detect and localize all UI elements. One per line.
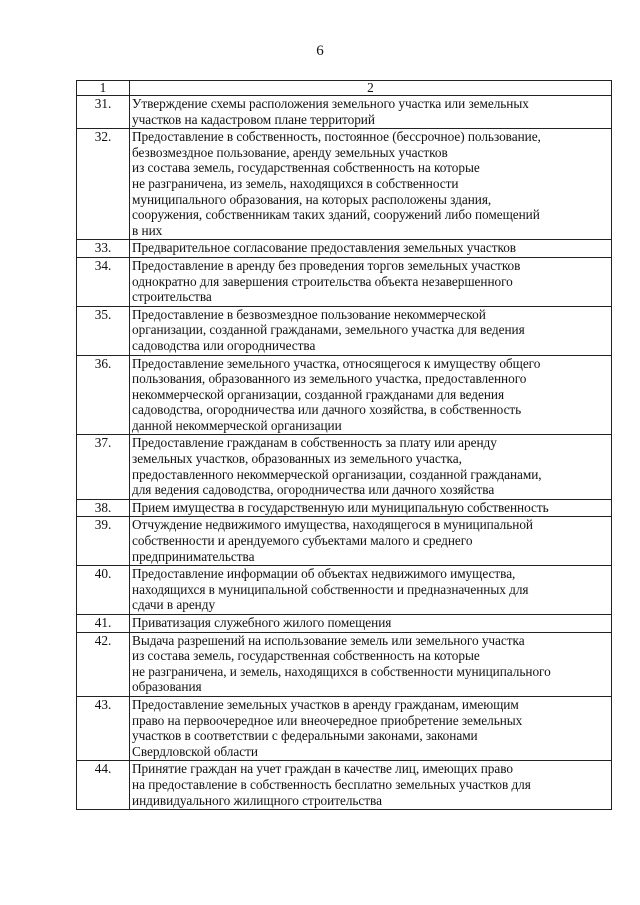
page-number: 6 (316, 43, 324, 59)
table-row (77, 257, 612, 306)
row-number: 43. (77, 696, 130, 760)
service-description: Предоставление в собственность, постоянное (бессрочное) пользование, безвозмездное пользование, аренду земельных участков из состава земель, государственная собственность на которые не разграничена, из земель, находящихся в собственности муниципального образования, на которых расположены здания, сооружения, собственникам таких зданий, сооружений либо помещений в них (130, 129, 612, 240)
table-row (77, 306, 612, 355)
row-number: 44. (77, 761, 130, 810)
row-number: 40. (77, 566, 130, 615)
service-description: Утверждение схемы расположения земельного участка или земельных участков на кадастровом плане территорий (130, 96, 612, 129)
services-table (76, 80, 612, 810)
row-number: 32. (77, 129, 130, 240)
table-row (77, 517, 612, 566)
service-description: Предоставление земельных участков в аренду гражданам, имеющим право на первоочередное или внеочередное приобретение земельных участков в соответствии с федеральными законами, законами Свердловской области (130, 696, 612, 760)
table-row (77, 240, 612, 258)
service-description: Предоставление земельного участка, относящегося к имуществу общего пользования, образованного из земельного участка, предоставленного некоммерческой организации, созданной гражданами для ведения садоводства, огородничества или дачного хозяйства, в собственность данной некоммерческой организации (130, 355, 612, 435)
row-number: 33. (77, 240, 130, 258)
service-description: Предоставление в безвозмездное пользование некоммерческой организации, созданной гражданами, земельного участка для ведения садоводства или огородничества (130, 306, 612, 355)
service-description: Выдача разрешений на использование земель или земельного участка из состава земель, государственная собственность на которые не разграничена, и земель, находящихся в собственности муниципального образования (130, 632, 612, 696)
table-row (77, 96, 612, 129)
row-number: 42. (77, 632, 130, 696)
table-row (77, 435, 612, 499)
table-row (77, 615, 612, 633)
table-row (77, 355, 612, 435)
row-number: 36. (77, 355, 130, 435)
table-row (77, 761, 612, 810)
service-description: Предоставление в аренду без проведения торгов земельных участков однократно для завершения строительства объекта незавершенного строительства (130, 257, 612, 306)
service-description: Предварительное согласование предоставления земельных участков (130, 240, 612, 258)
service-description: Приватизация служебного жилого помещения (130, 615, 612, 633)
row-number: 38. (77, 499, 130, 517)
table-row (77, 632, 612, 696)
service-description: Принятие граждан на учет граждан в качестве лиц, имеющих право на предоставление в собственность бесплатно земельных участков для индивидуального жилищного строительства (130, 761, 612, 810)
row-number: 34. (77, 257, 130, 306)
row-number: 31. (77, 96, 130, 129)
column-header-service: 2 (130, 81, 612, 96)
table-row (77, 566, 612, 615)
service-description: Предоставление информации об объектах недвижимого имущества, находящихся в муниципальной собственности и предназначенных для сдачи в аренду (130, 566, 612, 615)
row-number: 35. (77, 306, 130, 355)
table-row (77, 129, 612, 240)
service-description: Отчуждение недвижимого имущества, находящегося в муниципальной собственности и арендуемого субъектами малого и среднего предпринимательства (130, 517, 612, 566)
table-row (77, 696, 612, 760)
column-header-number: 1 (77, 81, 130, 96)
table-header-row (77, 81, 612, 96)
row-number: 37. (77, 435, 130, 499)
service-description: Прием имущества в государственную или муниципальную собственность (130, 499, 612, 517)
row-number: 39. (77, 517, 130, 566)
service-description: Предоставление гражданам в собственность за плату или аренду земельных участков, образованных из земельного участка, предоставленного некоммерческой организации, созданной гражданами, для ведения садоводства, огородничества или дачного хозяйства (130, 435, 612, 499)
row-number: 41. (77, 615, 130, 633)
table-row (77, 499, 612, 517)
